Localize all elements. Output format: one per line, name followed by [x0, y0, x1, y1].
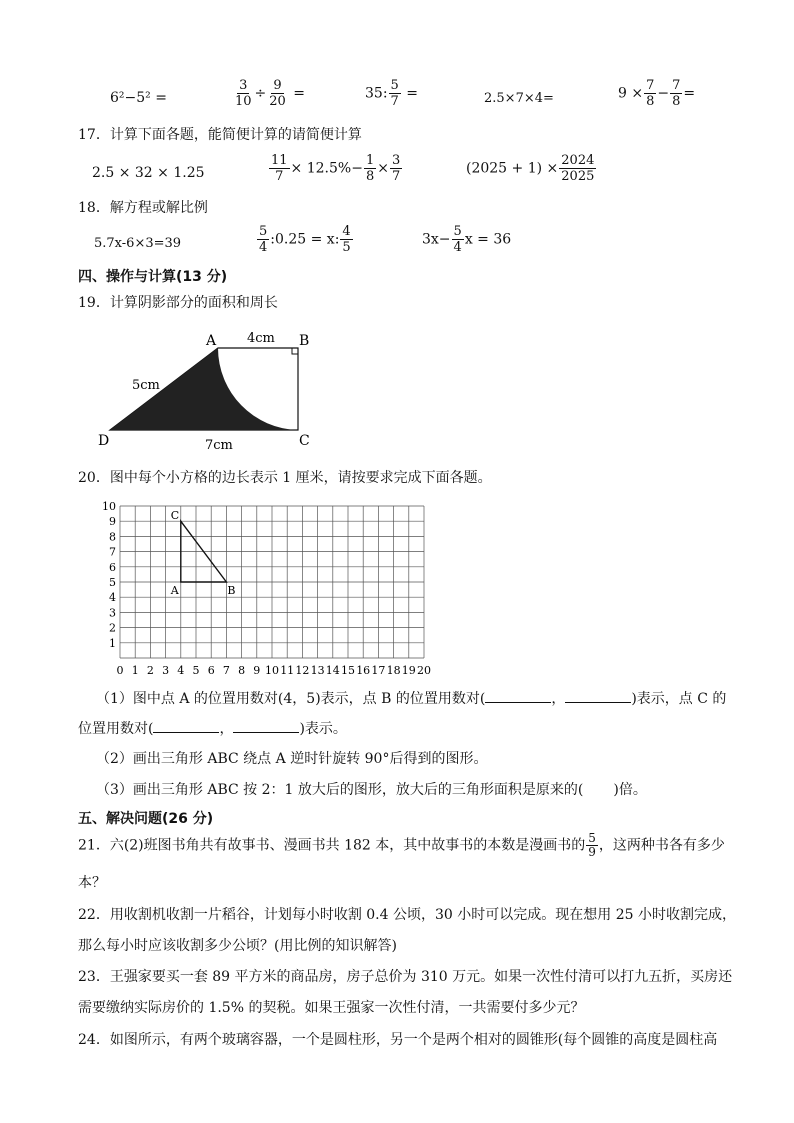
question-23-cont: 需要缴纳实际房价的 1.5% 的契税。如果王强家一次性付清，一共需要付多少元？: [78, 1000, 585, 1016]
answer-blank-b-x[interactable]: [485, 688, 551, 703]
y-tick-label: 9: [109, 515, 116, 529]
vertex-a-label: A: [206, 333, 217, 349]
x-tick-label: 1: [131, 664, 139, 677]
y-tick-label: 10: [102, 500, 116, 513]
numerator: 1: [365, 153, 375, 168]
denominator: 7: [275, 169, 284, 184]
expr-suffix: x = 36: [464, 231, 512, 248]
vertex-b-label: B: [299, 333, 310, 349]
question-22-cont: 那么每小时应该收割多少公顷？(用比例的知识解答): [78, 938, 397, 954]
question-20-title: 20．图中每个小方格的边长表示 1 厘米，请按要求完成下面各题。: [78, 470, 492, 486]
x-tick-label: 17: [371, 664, 386, 677]
x-tick-label: 13: [310, 664, 325, 677]
question-23: 23．王强家要买一套 89 平方米的商品房，房子总价为 310 万元。如果一次性付清可以打九五折，买房还: [78, 969, 733, 985]
grid-labels: [102, 500, 431, 677]
expr-product: 2.5×7×4=: [484, 91, 554, 106]
answer-blank-c-y[interactable]: [233, 718, 299, 733]
section-4-title: 四、操作与计算(13 分): [78, 269, 228, 285]
top-length-label: 4cm: [247, 331, 275, 346]
y-tick-label: 4: [109, 591, 116, 605]
numerator: 7: [672, 78, 681, 93]
x-tick-label: 18: [386, 664, 401, 677]
x-tick-label: 5: [192, 664, 200, 677]
numerator: 5: [453, 224, 462, 239]
question-17-title: 17．计算下面各题，能简便计算的请简便计算: [78, 127, 362, 143]
answer-blank-c-x[interactable]: [153, 718, 219, 733]
q20-part-2: （2）画出三角形 ABC 绕点 A 逆时针旋转 90°后得到的图形。: [96, 751, 488, 767]
answer-blank-b-y[interactable]: [565, 688, 631, 703]
denominator: 8: [672, 94, 681, 109]
numerator: 2024: [561, 153, 595, 168]
operator: ÷: [254, 85, 267, 102]
expr-middle: :0.25 = x:: [270, 231, 340, 248]
q18-equation-2: [256, 224, 354, 255]
y-tick-label: 8: [109, 530, 116, 544]
q20-part-1: [96, 688, 726, 708]
numerator: 4: [342, 224, 351, 239]
x-tick-label: 12: [295, 664, 310, 677]
separator: ，: [551, 691, 566, 707]
question-24: 24．如图所示，有两个玻璃容器，一个是圆柱形，另一个是两个相对的圆锥形(每个圆锥的高度是圆柱高: [78, 1032, 718, 1048]
point-c-label: C: [170, 509, 180, 523]
y-tick-label: 3: [109, 606, 116, 620]
denominator: 4: [453, 240, 462, 255]
q17-expr-1: 2.5 × 32 × 1.25: [92, 165, 205, 181]
denominator: 8: [646, 94, 655, 109]
part-1-text-tail: )表示，点 C 的: [631, 691, 727, 707]
y-tick-label: 2: [109, 621, 116, 635]
y-tick-label: 7: [109, 545, 116, 559]
question-22: 22．用收割机收割一片稻谷，计划每小时收割 0.4 公顷，30 小时可以完成。现在想用 25 小时收割完成，: [78, 907, 736, 923]
q20-part-1-cont: [78, 718, 347, 738]
y-tick-label: 1: [109, 636, 116, 650]
expr-power-diff: 6²−5² =: [110, 90, 167, 106]
q18-equation-3: [422, 224, 511, 255]
mult-prefix: 9 ×: [618, 85, 644, 102]
denominator: 2025: [561, 169, 595, 184]
point-b-label: B: [227, 584, 236, 597]
numerator: 9: [273, 78, 282, 93]
x-tick-label: 10: [265, 664, 279, 677]
y-tick-label: 6: [109, 560, 116, 574]
denominator: 10: [235, 94, 252, 109]
operator: ×: [377, 160, 389, 177]
denominator: 5: [342, 240, 351, 255]
numerator: 3: [391, 153, 401, 168]
expr-mult-frac: [618, 78, 695, 109]
question-19-title: 19．计算阴影部分的面积和周长: [78, 295, 278, 311]
x-tick-label: 19: [401, 664, 416, 677]
denominator: 4: [259, 240, 268, 255]
right-angle-mark: [292, 348, 298, 354]
expr-ratio: [365, 78, 418, 109]
denominator: 9: [588, 845, 596, 859]
grid-lines: [120, 506, 424, 658]
separator: ，: [219, 721, 234, 737]
numerator: 7: [646, 78, 655, 93]
expr-prefix: 3x−: [422, 231, 451, 248]
q17-expr-3: [466, 153, 597, 184]
q18-equation-1: 5.7x-6×3=39: [94, 236, 182, 251]
x-tick-label: 7: [222, 664, 230, 677]
x-tick-label: 20: [417, 664, 431, 677]
question-18-title: 18．解方程或解比例: [78, 200, 208, 216]
numerator: 5: [259, 224, 268, 239]
expr-fraction-div: [232, 78, 305, 109]
x-tick-label: 4: [177, 664, 185, 677]
numerator: 5: [390, 78, 399, 93]
numerator: 11: [271, 153, 288, 168]
q21-text-tail: ，这两种书各有多少: [598, 837, 725, 854]
point-a-label: A: [170, 584, 179, 597]
x-tick-label: 2: [146, 664, 154, 677]
expr-middle: × 12.5%−: [290, 160, 363, 177]
expr-prefix: (2025 + 1) ×: [466, 160, 559, 177]
y-tick-label: 5: [109, 576, 116, 589]
x-tick-label: 9: [253, 664, 261, 677]
vertex-c-label: C: [299, 433, 310, 449]
x-tick-label: 14: [325, 664, 340, 677]
part-3-tail: )倍。: [613, 782, 647, 798]
x-tick-label: 16: [356, 664, 371, 677]
bottom-length-label: 7cm: [205, 438, 233, 453]
denominator: 20: [269, 94, 286, 109]
part-1-text-end: )表示。: [299, 721, 347, 737]
part-1-text-cont: 位置用数对(: [78, 721, 154, 737]
numerator: 3: [239, 78, 248, 93]
section-5-title: 五、解决问题(26 分): [78, 811, 214, 827]
x-tick-label: 3: [162, 664, 170, 677]
x-tick-label: 6: [207, 664, 215, 677]
equals: =: [288, 85, 306, 102]
q21-text: 21．六(2)班图书角共有故事书、漫画书共 182 本，其中故事书的本数是漫画书的: [78, 837, 586, 854]
vertex-d-label: D: [98, 433, 110, 449]
part-1-text: （1）图中点 A 的位置用数对(4，5)表示，点 B 的位置用数对(: [96, 691, 486, 707]
q20-part-3: [96, 781, 647, 799]
q17-expr-2: [268, 153, 403, 184]
left-length-label: 5cm: [132, 378, 160, 393]
equals: =: [683, 85, 696, 102]
part-3-text: （3）画出三角形 ABC 按 2：1 放大后的图形，放大后的三角形面积是原来的(: [96, 782, 584, 798]
x-tick-label: 8: [238, 664, 246, 677]
question-21-cont: 本？: [78, 875, 106, 891]
x-tick-label: 15: [341, 664, 355, 677]
coordinate-grid: [102, 498, 445, 677]
ratio-prefix: 35:: [365, 85, 388, 102]
shaded-area-figure: [95, 325, 325, 453]
equals: =: [401, 85, 418, 102]
question-21: [78, 832, 725, 859]
operator: −: [657, 85, 670, 102]
denominator: 8: [365, 169, 375, 184]
x-tick-label: 0: [116, 664, 124, 677]
denominator: 7: [391, 169, 401, 184]
denominator: 7: [390, 94, 399, 109]
numerator: 5: [588, 831, 596, 845]
x-tick-label: 11: [280, 664, 295, 677]
